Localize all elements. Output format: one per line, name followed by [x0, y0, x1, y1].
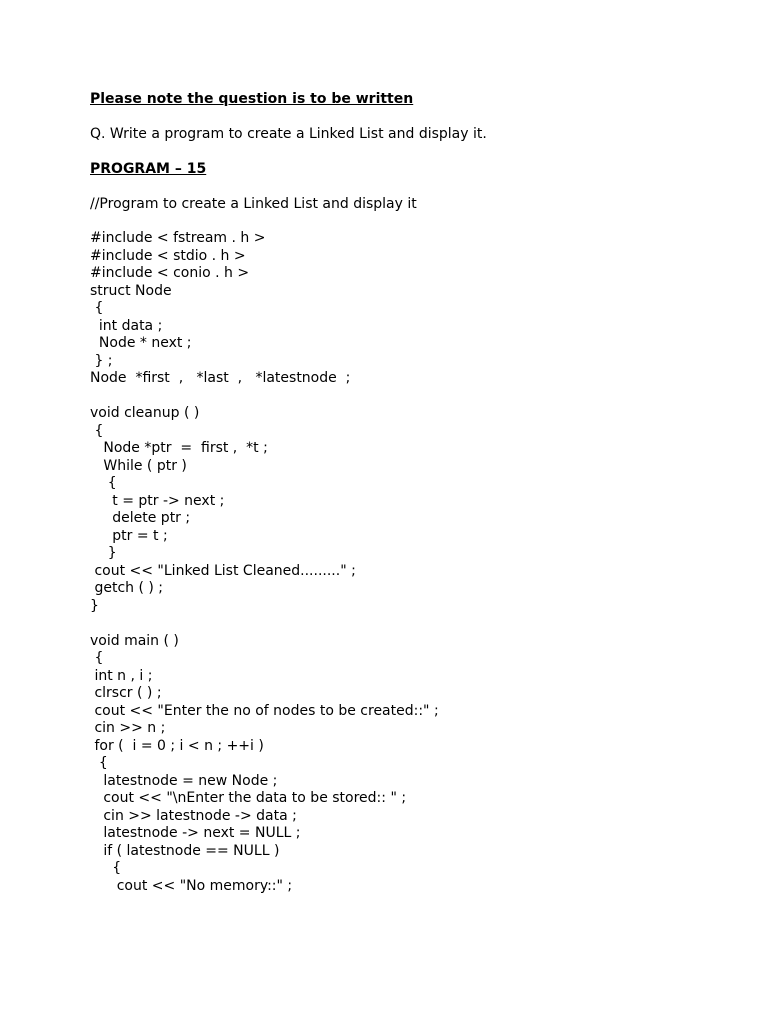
code-line: latestnode = new Node ; [90, 772, 278, 789]
code-line: ptr = t ; [90, 527, 168, 544]
code-line: #include < fstream . h > [90, 230, 266, 246]
code-line: t = ptr -> next ; [90, 492, 225, 509]
code-line: { [90, 650, 104, 666]
code-line: cout << "\nEnter the data to be stored:: " ; [90, 790, 407, 806]
code-line: latestnode -> next = NULL ; [90, 825, 301, 841]
code-line: Node *first , *last , *latestnode ; [90, 370, 351, 386]
code-line [90, 388, 730, 406]
code-line: { [90, 860, 122, 876]
code-line: Node *ptr = first , *t ; [90, 440, 268, 456]
code-line: { [90, 475, 117, 491]
code-line: getch ( ) ; [90, 580, 164, 596]
code-line: { [90, 422, 104, 439]
code-line: cin >> n ; [90, 720, 166, 736]
code-line: } [90, 597, 99, 614]
code-block [90, 230, 730, 895]
code-line: #include < conio . h > [90, 265, 250, 281]
code-line: for ( i = 0 ; i < n ; ++i ) [90, 737, 264, 754]
code-line: if ( latestnode == NULL ) [90, 842, 280, 859]
code-line: void cleanup ( ) [90, 405, 200, 421]
code-line [90, 615, 730, 633]
program-comment: //Program to create a Linked List and display it [90, 196, 417, 212]
code-line: Node * next ; [90, 335, 192, 351]
code-line: { [90, 300, 104, 316]
code-line: { [90, 755, 108, 771]
code-line: } ; [90, 352, 113, 369]
code-line: cout << "No memory::" ; [90, 877, 293, 894]
code-line: cin >> latestnode -> data ; [90, 807, 297, 824]
code-line: clrscr ( ) ; [90, 685, 162, 701]
code-line: int n , i ; [90, 667, 153, 684]
code-line: struct Node [90, 282, 172, 299]
code-line: delete ptr ; [90, 510, 191, 526]
code-line: cout << "Linked List Cleaned........." ; [90, 562, 356, 579]
code-line: While ( ptr ) [90, 457, 187, 474]
question-text: Q. Write a program to create a Linked List and display it. [90, 126, 487, 142]
program-title: PROGRAM – 15 [90, 161, 207, 177]
code-line: void main ( ) [90, 632, 179, 649]
code-line: int data ; [90, 317, 163, 334]
note-heading: Please note the question is to be written [90, 91, 414, 107]
code-line: #include < stdio . h > [90, 247, 246, 264]
code-line: cout << "Enter the no of nodes to be created::" ; [90, 702, 439, 719]
code-line: } [90, 545, 117, 561]
